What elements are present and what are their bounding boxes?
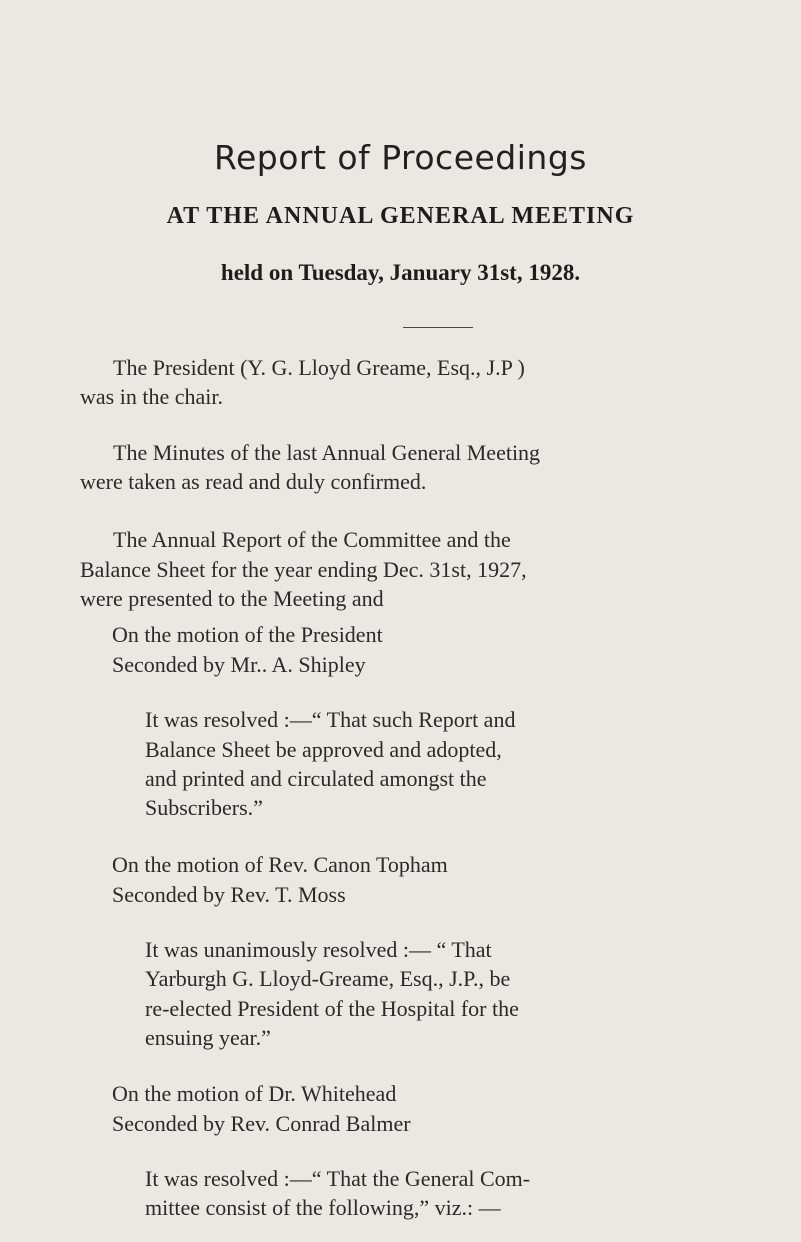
meeting-date: held on Tuesday, January 31st, 1928. bbox=[220, 260, 581, 285]
paragraph-minutes-line-1: The Minutes of the last Annual General Meeting bbox=[113, 440, 541, 465]
divider-rule bbox=[403, 327, 473, 328]
resolution-1-line-3: and printed and circulated amongst the bbox=[145, 766, 487, 791]
resolution-2-line-1: It was unanimously resolved :— “ That bbox=[145, 937, 492, 962]
report-title: Report of Proceedings bbox=[214, 138, 587, 177]
motion-3-line-2: Seconded by Rev. Conrad Balmer bbox=[112, 1111, 411, 1136]
resolution-2-line-3: re-elected President of the Hospital for the bbox=[145, 996, 519, 1021]
paragraph-president-line-1: The President (Y. G. Lloyd Greame, Esq., J.P ) bbox=[113, 355, 525, 380]
resolution-1-line-4: Subscribers.” bbox=[145, 795, 263, 820]
resolution-1-line-1: It was resolved :—“ That such Report and bbox=[145, 707, 516, 732]
resolution-3-line-1: It was resolved :—“ That the General Com- bbox=[145, 1166, 531, 1191]
motion-3-line-1: On the motion of Dr. Whitehead bbox=[112, 1081, 397, 1106]
motion-2-line-1: On the motion of Rev. Canon Topham bbox=[112, 852, 448, 877]
paragraph-report-line-1: The Annual Report of the Committee and the bbox=[113, 527, 511, 552]
paragraph-report-line-3: were presented to the Meeting and bbox=[80, 586, 384, 611]
paragraph-report-line-2: Balance Sheet for the year ending Dec. 31st, 1927, bbox=[80, 557, 527, 582]
paragraph-president-line-2: was in the chair. bbox=[80, 384, 223, 409]
motion-2-line-2: Seconded by Rev. T. Moss bbox=[112, 882, 346, 907]
resolution-1-line-2: Balance Sheet be approved and adopted, bbox=[145, 737, 502, 762]
resolution-2-line-4: ensuing year.” bbox=[145, 1025, 271, 1050]
meeting-subtitle: AT THE ANNUAL GENERAL MEETING bbox=[166, 203, 635, 229]
resolution-3-line-2: mittee consist of the following,” viz.: — bbox=[145, 1195, 501, 1220]
resolution-2-line-2: Yarburgh G. Lloyd-Greame, Esq., J.P., be bbox=[145, 966, 511, 991]
motion-1-line-2: Seconded by Mr.. A. Shipley bbox=[112, 652, 366, 677]
paragraph-minutes-line-2: were taken as read and duly confirmed. bbox=[80, 469, 427, 494]
motion-1-line-1: On the motion of the President bbox=[112, 622, 383, 647]
